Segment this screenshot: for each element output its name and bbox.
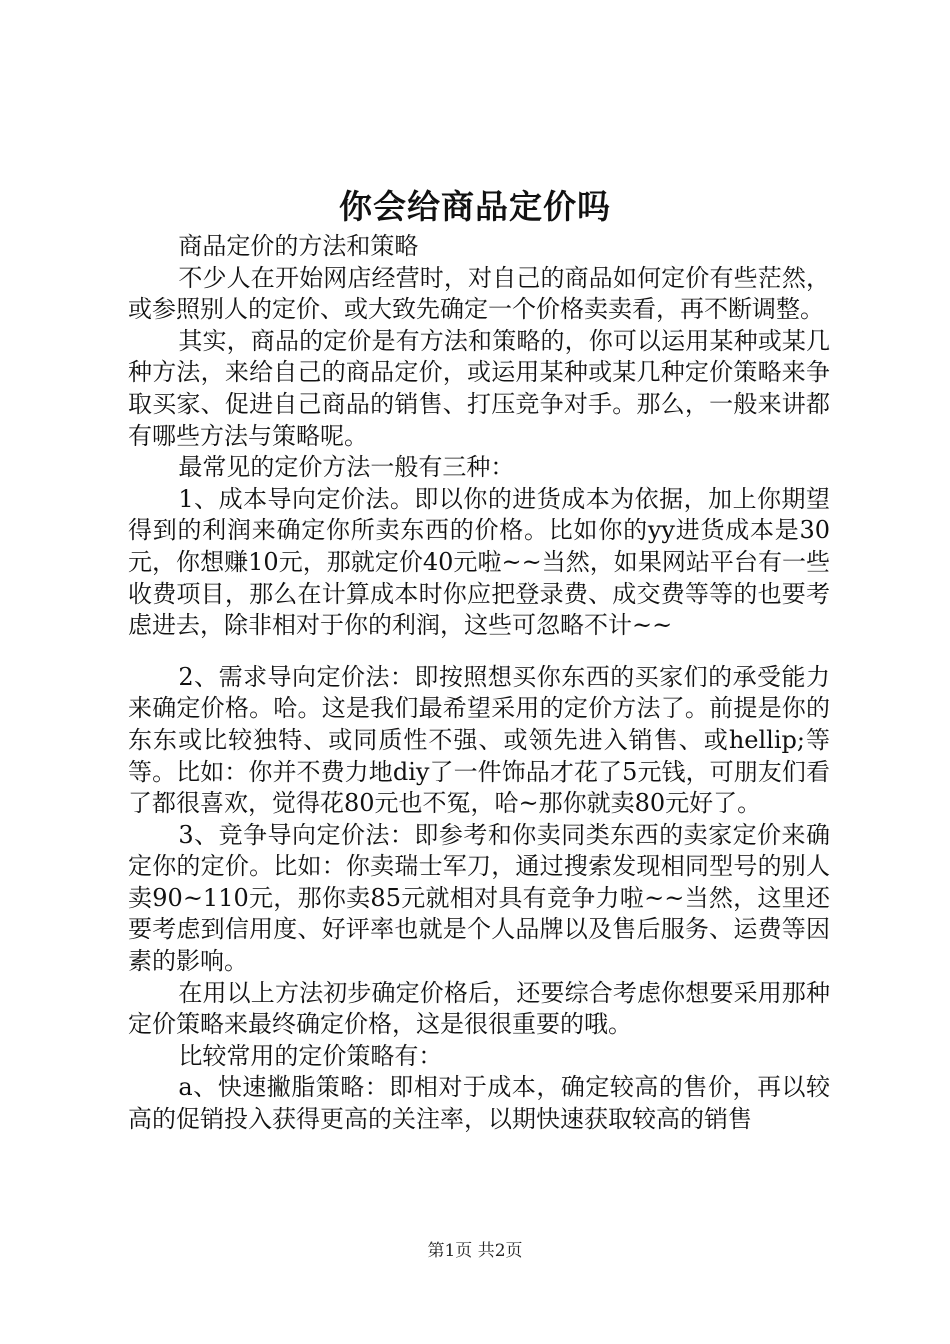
body-paragraph: 不少人在开始网店经营时，对自己的商品如何定价有些茫然，或参照别人的定价、或大致先确定一个价格卖卖看，再不断调整。 xyxy=(128,263,830,324)
body-paragraph: 在用以上方法初步确定价格后，还要综合考虑你想要采用那种定价策略来最终确定价格，这是很很重要的哦。 xyxy=(128,978,830,1039)
page-indicator: 第1页 共2页 xyxy=(427,1241,523,1261)
list-item: 3、竞争导向定价法：即参考和你卖同类东西的卖家定价来确定你的定价。比如：你卖瑞士军刀，通过搜索发现相同型号的别人卖90~110元，那你卖85元就相对具有竞争力啦~~当然，这里还要考虑到信用度、好评率也就是个人品牌以及售后服务、运费等因素的影响。 xyxy=(128,820,830,976)
list-item: a、快速撇脂策略：即相对于成本，确定较高的售价，再以较高的促销投入获得更高的关注率，以期快速获取较高的销售 xyxy=(128,1073,830,1134)
section-heading: 商品定价的方法和策略 xyxy=(178,232,419,260)
list-item: 2、需求导向定价法：即按照想买你东西的买家们的承受能力来确定价格。哈。这是我们最希望采用的定价方法了。前提是你的东东或比较独特、或同质性不强、或领先进入销售、或hellip;等等。比如：你并不费力地diy了一件饰品才花了5元钱，可朋友们看了都很喜欢，觉得花80元也不冤，哈~那你就卖80元好了。 xyxy=(128,662,830,818)
body-paragraph: 其实，商品的定价是有方法和策略的，你可以运用某种或某几种方法，来给自己的商品定价，或运用某种或某几种定价策略来争取买家、促进自己商品的销售、打压竞争对手。那么，一般来讲都有哪些方法与策略呢。 xyxy=(128,326,830,450)
list-item: 1、成本导向定价法。即以你的进货成本为依据，加上你期望得到的利润来确定你所卖东西的价格。比如你的yy进货成本是30元，你想赚10元，那就定价40元啦~~当然，如果网站平台有一些收费项目，那么在计算成本时你应把登录费、成交费等等的也要考虑进去，除非相对于你的利润，这些可忽略不计~~ xyxy=(128,484,830,640)
body-paragraph: 比较常用的定价策略有： xyxy=(178,1041,443,1070)
document-title: 你会给商品定价吗 xyxy=(339,187,611,226)
document-body xyxy=(128,231,830,1136)
body-paragraph: 最常见的定价方法一般有三种： xyxy=(178,453,515,482)
